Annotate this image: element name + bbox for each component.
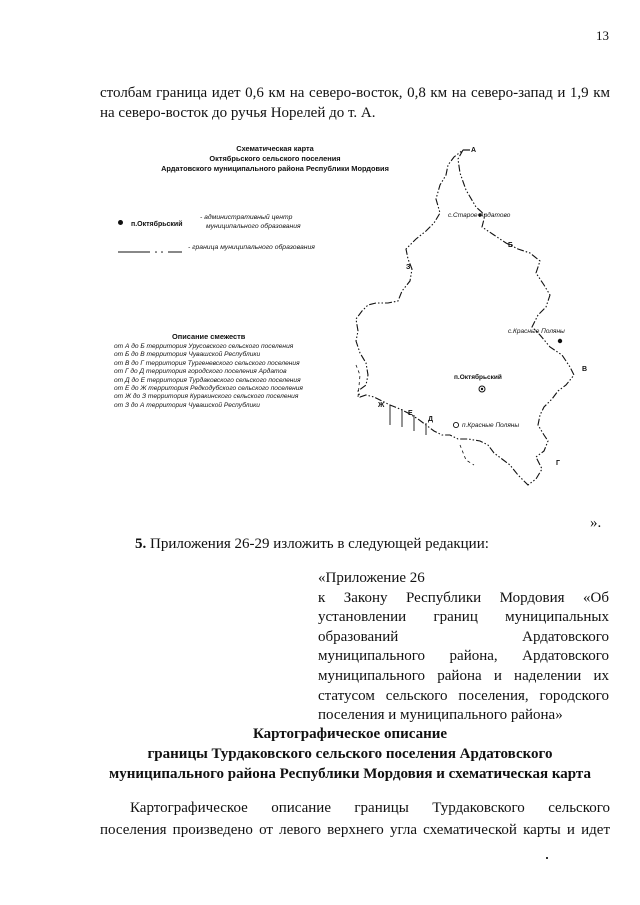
center-marker-icon <box>118 220 123 225</box>
intro-line-1: столбам граница идет 0,6 км на северо-восток, 0,8 км на северо-запад и 1,9 км <box>100 85 610 101</box>
annex-line: образований Ардатовского <box>318 628 609 645</box>
annex-line: статусом сельского поселения, городского <box>318 687 609 704</box>
body-line-2: поселения произведено от левого верхнего угла схематической карты и идет <box>100 822 610 838</box>
adjacency-item: от Ж до З территория Куракинского сельского поселения <box>114 393 299 401</box>
place-krasnye-polyany-1: с.Красные Поляны <box>508 328 565 335</box>
place-marker-icon <box>558 339 562 343</box>
legend-center-desc <box>200 213 301 231</box>
map-title-line-1: Схематическая карта <box>236 144 314 153</box>
heading-line-1: Картографическое описание <box>252 726 448 742</box>
point-b: Б <box>508 242 514 249</box>
annex-line: поселения и муниципального района» <box>318 707 563 724</box>
legend-border-line-icon <box>118 243 183 251</box>
annex-line: муниципального района и наделении их <box>318 667 609 684</box>
item-5 <box>135 536 489 553</box>
annex-line: муниципального района, Ардатовского <box>318 648 609 665</box>
annex-line: установлении границ муниципальных <box>318 609 609 626</box>
border-line-icon <box>118 248 183 256</box>
annex-line: к Закону Республики Мордовия «Об <box>318 589 609 606</box>
heading-line-3: муниципального района Республики Мордовия и схематическая карта <box>109 766 591 782</box>
boundary-line <box>356 150 574 485</box>
body-paragraph <box>100 797 610 841</box>
item-5-number: 5. <box>135 536 147 552</box>
place-oktyabrsky: п.Октябрьский <box>454 374 502 381</box>
legend-center-label: п.Октябрьский <box>131 221 183 228</box>
map-title-line-2: Октябрьского сельского поселения <box>209 154 341 163</box>
adjacency-item: от Д до Е территория Турдаковского сельского поселения <box>114 376 301 384</box>
intro-paragraph <box>100 83 610 123</box>
point-zh: Ж <box>378 402 385 409</box>
point-z: З <box>406 264 411 271</box>
point-v: В <box>582 366 588 373</box>
place-marker-icon <box>453 422 458 427</box>
boundary-map <box>330 135 590 505</box>
quote-close: ». <box>590 515 602 531</box>
place-krasnye-polyany-2: п.Красные Поляны <box>462 422 520 429</box>
adjacency-item: от А до Б территория Урусовского сельского поселения <box>114 343 294 350</box>
point-a: А <box>471 147 477 154</box>
heading-line-2: границы Турдаковского сельского поселения Ардатовского <box>147 746 553 762</box>
scan-speck <box>546 857 548 859</box>
adjacency-item: от Г до Д территория городского поселения Ардатов <box>114 368 287 376</box>
point-e: Е <box>408 410 413 417</box>
legend-center-desc-1: - административный центр <box>200 214 293 221</box>
place-staroe-ardatovo: с.Старое Ардатово <box>448 212 511 219</box>
page-number: 13 <box>596 28 609 43</box>
adjacency-list <box>114 343 334 410</box>
legend-center <box>118 213 183 231</box>
legend-center-desc-2: муниципального образования <box>206 223 301 230</box>
item-5-text: Приложения 26-29 изложить в следующей редакции: <box>150 536 489 552</box>
adjacency-item: от В до Г территория Тургеневского сельского поселения <box>114 359 300 367</box>
adjacency-item: от Е до Ж территория Редкодубского сельского поселения <box>114 385 303 393</box>
annex-line: «Приложение 26 <box>318 570 425 586</box>
map-title-line-3: Ардатовского муниципального района Республики Мордовия <box>161 164 389 173</box>
point-g: Г <box>556 460 560 467</box>
body-line-1: Картографическое описание границы Турдаковского сельского <box>130 800 610 816</box>
section-heading <box>90 724 610 784</box>
annex-header <box>318 569 609 726</box>
legend-border-desc: - граница муниципального образования <box>188 244 315 251</box>
point-d: Д <box>428 416 433 423</box>
intro-line-2: на северо-восток до ручья Норелей до т. А. <box>100 105 376 121</box>
adjacency-title: Описание смежеств <box>172 332 246 341</box>
adjacency-item: от З до А территория Чувашской Республики <box>114 401 260 409</box>
adjacency-item: от Б до В территория Чувашской Республики <box>114 351 261 359</box>
